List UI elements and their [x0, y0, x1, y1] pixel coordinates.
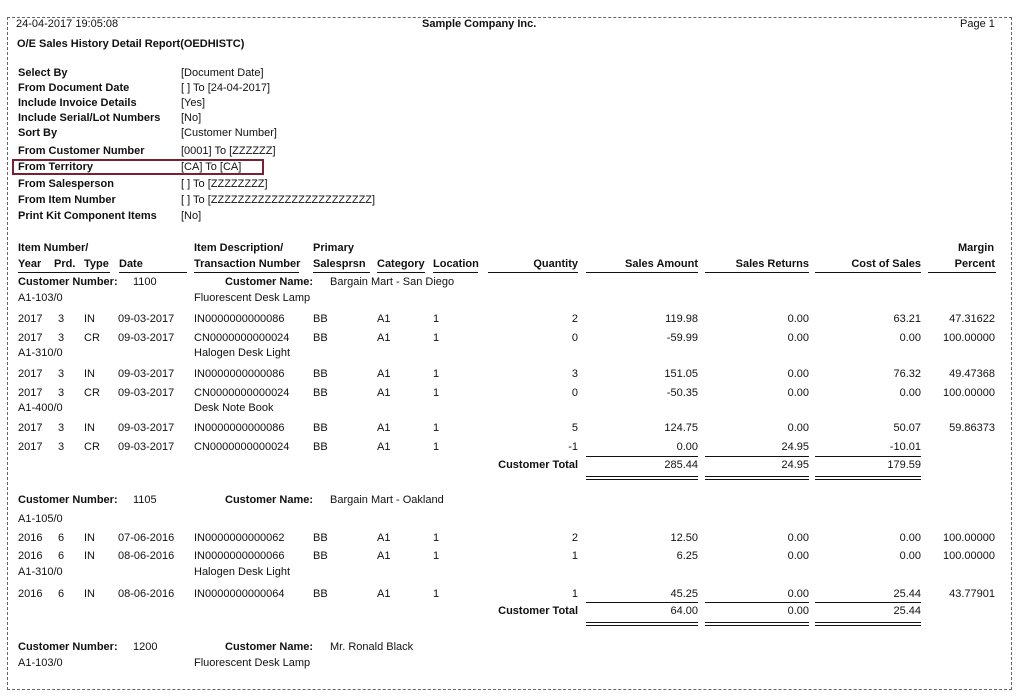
- row-transaction-number: IN0000000000064: [194, 588, 285, 600]
- row-type: IN: [84, 313, 95, 325]
- row-prd: 3: [58, 441, 65, 453]
- col-quantity: Quantity: [533, 258, 578, 270]
- row-prd: 6: [58, 550, 65, 562]
- row-date: 09-03-2017: [118, 441, 175, 453]
- header-underline: [586, 272, 698, 273]
- total-top-rule: [586, 456, 698, 457]
- header-underline: [488, 272, 578, 273]
- total-sales-amount: 64.00: [670, 605, 698, 617]
- header-underline: [18, 272, 110, 273]
- item-number: A1-310/0: [18, 566, 63, 578]
- row-date: 08-06-2016: [118, 588, 175, 600]
- col-margin: Margin: [958, 242, 995, 254]
- total-double-rule: [815, 622, 921, 626]
- col-location: Location: [433, 258, 479, 270]
- row-type: IN: [84, 532, 95, 544]
- row-prd: 6: [58, 588, 65, 600]
- row-transaction-number: IN0000000000062: [194, 532, 285, 544]
- header-underline: [377, 272, 425, 273]
- row-year: 2017: [18, 387, 43, 399]
- row-cost-of-sales: -10.01: [889, 441, 921, 453]
- col-year: Year: [18, 258, 42, 270]
- row-margin-percent: 100.00000: [943, 532, 995, 544]
- row-sales-returns: 0.00: [787, 532, 809, 544]
- row-year: 2017: [18, 441, 43, 453]
- row-category: A1: [377, 368, 391, 380]
- row-cost-of-sales: 76.32: [893, 368, 921, 380]
- total-top-rule: [815, 602, 921, 603]
- row-sales-amount: 119.98: [665, 313, 698, 325]
- row-year: 2017: [18, 422, 43, 434]
- row-quantity: 2: [571, 313, 578, 325]
- row-category: A1: [377, 422, 391, 434]
- row-type: CR: [84, 332, 100, 344]
- row-prd: 3: [58, 422, 65, 434]
- row-prd: 6: [58, 532, 65, 544]
- row-sales-amount: 0.00: [676, 441, 698, 453]
- row-category: A1: [377, 441, 391, 453]
- row-prd: 3: [58, 368, 65, 380]
- row-cost-of-sales: 50.07: [893, 422, 921, 434]
- customer-name: Mr. Ronald Black: [330, 641, 414, 653]
- row-sales-returns: 0.00: [787, 387, 809, 399]
- row-quantity: 1: [571, 550, 578, 562]
- row-margin-percent: 43.77901: [949, 588, 995, 600]
- customer-total-label: Customer Total: [498, 605, 578, 617]
- row-transaction-number: IN0000000000086: [194, 313, 285, 325]
- row-date: 09-03-2017: [118, 332, 175, 344]
- param-value: [ ] To [ZZZZZZZZ]: [181, 178, 268, 190]
- row-quantity: 0: [571, 332, 578, 344]
- col-cost-of-sales: Cost of Sales: [851, 258, 921, 270]
- row-category: A1: [377, 313, 391, 325]
- row-date: 09-03-2017: [118, 422, 175, 434]
- item-number: A1-400/0: [18, 402, 63, 414]
- param-value: [No]: [181, 210, 202, 222]
- param-label: Sort By: [18, 127, 58, 139]
- row-type: IN: [84, 422, 95, 434]
- customer-number: 1105: [133, 494, 157, 506]
- row-type: CR: [84, 441, 100, 453]
- col-item-description: Item Description/: [194, 242, 284, 254]
- row-quantity: 3: [571, 368, 578, 380]
- row-category: A1: [377, 550, 391, 562]
- total-double-rule: [586, 476, 698, 480]
- col-item-number: Item Number/: [18, 242, 89, 254]
- row-date: 09-03-2017: [118, 313, 175, 325]
- total-double-rule: [705, 622, 809, 626]
- row-year: 2017: [18, 368, 43, 380]
- row-margin-percent: 100.00000: [943, 332, 995, 344]
- param-value: [CA] To [CA]: [181, 161, 242, 173]
- highlight-box-territory: [12, 159, 264, 175]
- item-description: Fluorescent Desk Lamp: [194, 657, 311, 669]
- row-transaction-number: CN0000000000024: [194, 387, 290, 399]
- total-top-rule: [586, 602, 698, 603]
- total-sales-amount: 285.44: [664, 459, 698, 471]
- customer-number: 1200: [133, 641, 158, 653]
- row-location: 1: [433, 441, 440, 453]
- row-category: A1: [377, 332, 391, 344]
- row-transaction-number: IN0000000000086: [194, 368, 285, 380]
- total-top-rule: [705, 602, 809, 603]
- row-sales-returns: 0.00: [787, 588, 809, 600]
- item-number: A1-105/0: [18, 513, 63, 525]
- company-name: Sample Company Inc.: [422, 18, 537, 30]
- param-value: [Yes]: [181, 97, 206, 109]
- customer-number-label: Customer Number:: [18, 276, 118, 288]
- row-location: 1: [433, 422, 440, 434]
- customer-name: Bargain Mart - Oakland: [330, 494, 444, 506]
- row-year: 2016: [18, 588, 43, 600]
- row-sales-amount: 12.50: [670, 532, 698, 544]
- row-category: A1: [377, 588, 391, 600]
- customer-name-label: Customer Name:: [225, 494, 314, 506]
- param-label: Include Serial/Lot Numbers: [18, 112, 161, 124]
- row-margin-percent: 47.31622: [949, 313, 995, 325]
- row-margin-percent: 49.47368: [949, 368, 995, 380]
- param-label: From Item Number: [18, 194, 116, 206]
- row-salesperson: BB: [313, 368, 328, 380]
- row-year: 2016: [18, 550, 43, 562]
- param-label: From Salesperson: [18, 178, 114, 190]
- customer-name-label: Customer Name:: [225, 276, 314, 288]
- row-date: 09-03-2017: [118, 368, 175, 380]
- col-margin-percent: Percent: [954, 258, 995, 270]
- row-location: 1: [433, 387, 440, 399]
- row-location: 1: [433, 550, 440, 562]
- param-value: [ ] To [24-04-2017]: [181, 82, 271, 94]
- row-prd: 3: [58, 332, 65, 344]
- total-cost-of-sales: 25.44: [893, 605, 921, 617]
- param-label: Include Invoice Details: [18, 97, 137, 109]
- row-cost-of-sales: 0.00: [899, 550, 921, 562]
- row-transaction-number: CN0000000000024: [194, 332, 290, 344]
- row-transaction-number: CN0000000000024: [194, 441, 290, 453]
- row-sales-amount: 151.05: [664, 368, 698, 380]
- item-description: Desk Note Book: [194, 402, 274, 414]
- row-salesperson: BB: [313, 313, 328, 325]
- customer-name: Bargain Mart - San Diego: [330, 276, 455, 288]
- col-type: Type: [84, 258, 109, 270]
- customer-number: 1100: [133, 276, 157, 288]
- row-cost-of-sales: 0.00: [899, 332, 921, 344]
- total-top-rule: [705, 456, 809, 457]
- report-datetime: 24-04-2017 19:05:08: [16, 18, 119, 30]
- row-cost-of-sales: 0.00: [899, 387, 921, 399]
- row-sales-amount: -59.99: [666, 332, 698, 344]
- header-underline: [815, 272, 921, 273]
- row-salesperson: BB: [313, 588, 328, 600]
- row-sales-returns: 0.00: [787, 422, 809, 434]
- row-sales-returns: 0.00: [787, 550, 809, 562]
- row-sales-amount: 45.25: [670, 588, 698, 600]
- param-value: [Document Date]: [181, 67, 264, 79]
- col-date: Date: [119, 258, 143, 270]
- col-transaction-number: Transaction Number: [194, 258, 301, 270]
- row-salesperson: BB: [313, 550, 328, 562]
- row-transaction-number: IN0000000000066: [194, 550, 285, 562]
- row-margin-percent: 100.00000: [943, 387, 995, 399]
- param-value: [ ] To [ZZZZZZZZZZZZZZZZZZZZZZZZ]: [181, 194, 376, 206]
- row-year: 2016: [18, 532, 43, 544]
- row-prd: 3: [58, 387, 65, 399]
- param-value: [0001] To [ZZZZZZ]: [181, 145, 276, 157]
- row-year: 2017: [18, 313, 43, 325]
- param-label: From Document Date: [18, 82, 130, 94]
- param-label: From Territory: [18, 161, 93, 173]
- row-cost-of-sales: 63.21: [893, 313, 921, 325]
- customer-name-label: Customer Name:: [225, 641, 314, 653]
- header-underline: [705, 272, 809, 273]
- row-type: CR: [84, 387, 100, 399]
- col-sales-amount: Sales Amount: [625, 258, 698, 270]
- customer-total-label: Customer Total: [498, 459, 578, 471]
- row-sales-amount: 124.75: [664, 422, 698, 434]
- row-sales-returns: 0.00: [787, 332, 809, 344]
- row-quantity: -1: [568, 441, 578, 453]
- param-label: Print Kit Component Items: [18, 210, 157, 222]
- row-quantity: 0: [571, 387, 578, 399]
- item-description: Halogen Desk Light: [194, 347, 291, 359]
- row-date: 08-06-2016: [118, 550, 175, 562]
- total-sales-returns: 24.95: [781, 459, 809, 471]
- item-number: A1-310/0: [18, 347, 63, 359]
- row-cost-of-sales: 25.44: [893, 588, 921, 600]
- total-double-rule: [815, 476, 921, 480]
- row-location: 1: [433, 332, 440, 344]
- param-label: Select By: [18, 67, 68, 79]
- row-salesperson: BB: [313, 387, 328, 399]
- param-label: From Customer Number: [18, 145, 145, 157]
- row-sales-returns: 0.00: [787, 368, 809, 380]
- page-number: Page 1: [960, 18, 995, 30]
- header-underline: [119, 272, 187, 273]
- row-prd: 3: [58, 313, 65, 325]
- row-quantity: 5: [571, 422, 578, 434]
- row-quantity: 1: [571, 588, 578, 600]
- row-quantity: 2: [571, 532, 578, 544]
- total-double-rule: [705, 476, 809, 480]
- param-value: [No]: [181, 112, 202, 124]
- total-double-rule: [586, 622, 698, 626]
- customer-number-label: Customer Number:: [18, 641, 118, 653]
- total-cost-of-sales: 179.59: [887, 459, 921, 471]
- row-type: IN: [84, 550, 95, 562]
- param-value: [Customer Number]: [181, 127, 277, 139]
- col-category: Category: [377, 258, 425, 270]
- row-margin-percent: 100.00000: [943, 550, 995, 562]
- header-underline: [928, 272, 996, 273]
- row-location: 1: [433, 532, 440, 544]
- row-sales-returns: 24.95: [781, 441, 809, 453]
- row-date: 07-06-2016: [118, 532, 175, 544]
- row-salesperson: BB: [313, 532, 328, 544]
- row-category: A1: [377, 532, 391, 544]
- row-salesperson: BB: [313, 441, 328, 453]
- header-underline: [194, 272, 299, 273]
- total-top-rule: [815, 456, 921, 457]
- item-description: Fluorescent Desk Lamp: [194, 292, 311, 304]
- col-primary: Primary: [313, 242, 354, 254]
- row-salesperson: BB: [313, 332, 328, 344]
- col-prd: Prd.: [54, 258, 76, 270]
- row-category: A1: [377, 387, 391, 399]
- item-number: A1-103/0: [18, 292, 63, 304]
- row-sales-amount: 6.25: [676, 550, 698, 562]
- row-sales-amount: -50.35: [666, 387, 698, 399]
- row-location: 1: [433, 588, 440, 600]
- row-type: IN: [84, 588, 95, 600]
- report-title: O/E Sales History Detail Report(OEDHISTC): [17, 38, 245, 50]
- row-location: 1: [433, 313, 440, 325]
- customer-number-label: Customer Number:: [18, 494, 118, 506]
- col-salesprsn: Salesprsn: [313, 258, 366, 270]
- row-sales-returns: 0.00: [787, 313, 809, 325]
- header-underline: [433, 272, 478, 273]
- row-transaction-number: IN0000000000086: [194, 422, 285, 434]
- row-year: 2017: [18, 332, 43, 344]
- row-cost-of-sales: 0.00: [899, 532, 921, 544]
- header-underline: [313, 272, 370, 273]
- row-salesperson: BB: [313, 422, 328, 434]
- row-date: 09-03-2017: [118, 387, 175, 399]
- total-sales-returns: 0.00: [787, 605, 809, 617]
- col-sales-returns: Sales Returns: [735, 258, 809, 270]
- row-margin-percent: 59.86373: [949, 422, 995, 434]
- row-type: IN: [84, 368, 95, 380]
- item-number: A1-103/0: [18, 657, 63, 669]
- item-description: Halogen Desk Light: [194, 566, 291, 578]
- row-location: 1: [433, 368, 440, 380]
